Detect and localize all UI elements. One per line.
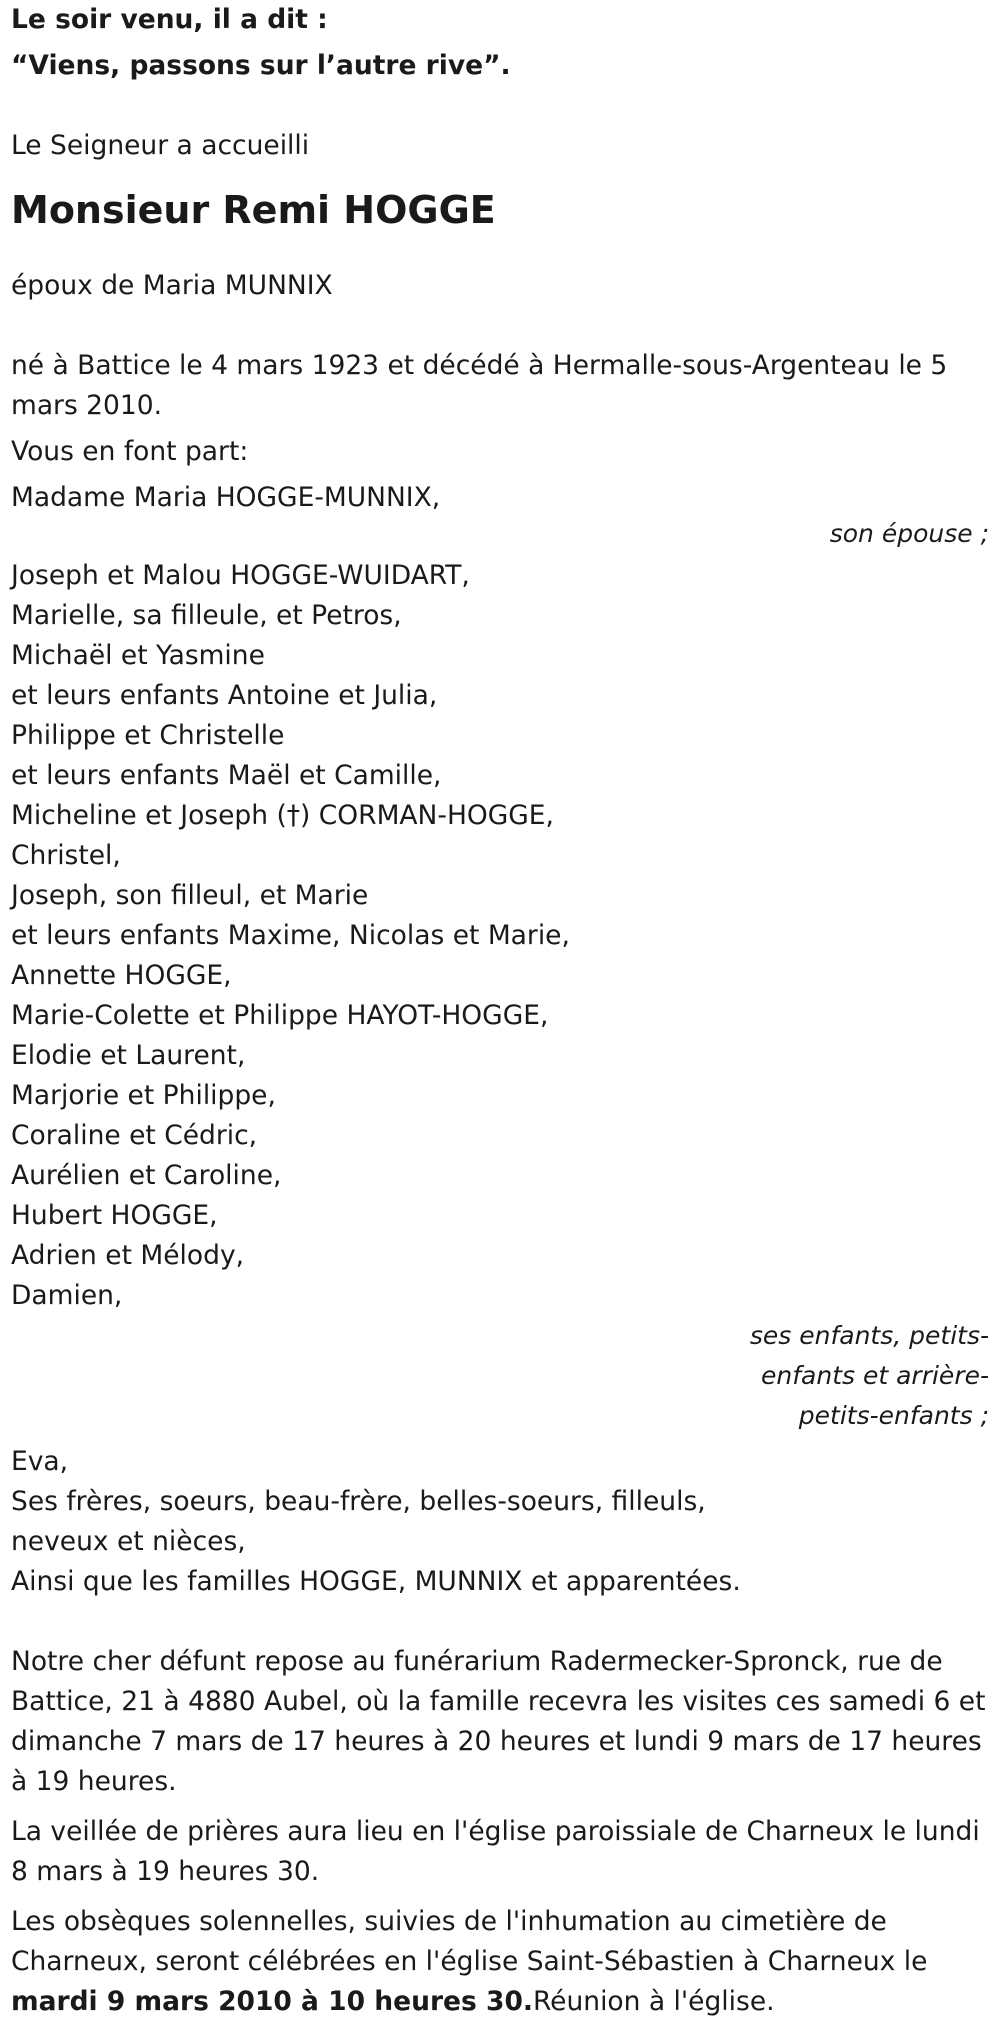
family-member: Marjorie et Philippe, [11,1080,276,1111]
spouse-name: Madame Maria HOGGE-MUNNIX, [11,482,441,513]
epigraph-line-2: “Viens, passons sur l’autre rive”. [11,50,511,81]
other-relative: Ainsi que les familles HOGGE, MUNNIX et apparentées. [11,1566,741,1597]
others-list [11,1442,989,1602]
family-member: Elodie et Laurent, [11,1040,246,1071]
spacer [11,86,989,126]
family-member: Coraline et Cédric, [11,1120,258,1151]
family-member: Aurélien et Caroline, [11,1160,282,1191]
announce-text: Vous en font part: [11,436,249,467]
family-member: Joseph et Malou HOGGE-WUIDART, [11,560,470,591]
family-member: Christel, [11,840,121,871]
funeral-text [11,1902,989,2022]
family-member: Damien, [11,1280,123,1311]
deceased-name: Monsieur Remi HOGGE [11,188,496,232]
spouse-line: époux de Maria MUNNIX [11,270,333,301]
family-member: et leurs enfants Maël et Camille, [11,760,442,791]
funeral-date: mardi 9 mars 2010 à 10 heures 30. [11,1986,533,2017]
family-member: Philippe et Christelle [11,720,285,751]
visitation-text: Notre cher défunt repose au funérarium Radermecker-Spronck, rue de Battice, 21 à 4880 Aubel, où la famille recevra les visites ces samedi 6 et dimanche 7 mars de 17 heures à 20 heures et lundi 9 mars de 17 heures à 19 heures. [11,1646,986,1797]
family-member: Marie-Colette et Philippe HAYOT-HOGGE, [11,1000,549,1031]
family-member: Marielle, sa filleule, et Petros, [11,600,402,631]
family-member: Annette HOGGE, [11,960,232,991]
other-relative: neveux et nièces, [11,1526,246,1557]
family-list [11,556,989,1316]
funeral-details: Les obsèques solennelles, suivies de l'inhumation au cimetière de Charneux, seront célébrées en l'église Saint-Sébastien à Charneux le [11,1906,928,1977]
family-member: et leurs enfants Antoine et Julia, [11,680,438,711]
birth-death-text: né à Battice le 4 mars 1923 et décédé à Hermalle-sous-Argenteau le 5 mars 2010. [11,350,948,421]
funeral-meeting: Réunion à l'église. [532,1986,775,2017]
family-member: Adrien et Mélody, [11,1240,245,1271]
vigil-text: La veillée de prières aura lieu en l'église paroissiale de Charneux le lundi 8 mars à 19 heures 30. [11,1816,980,1887]
family-member: Hubert HOGGE, [11,1200,218,1231]
family-member: Joseph, son filleul, et Marie [11,880,369,911]
epigraph-line-1: Le soir venu, il a dit : [11,4,328,35]
family-member: Micheline et Joseph (†) CORMAN-HOGGE, [11,800,554,831]
family-member: et leurs enfants Maxime, Nicolas et Marie, [11,920,570,951]
intro-text: Le Seigneur a accueilli [11,130,310,161]
spacer [11,306,989,346]
family-role: ses enfants, petits-enfants et arrière-petits-enfants ; [749,1321,989,1430]
spouse-role: son épouse ; [829,519,989,548]
other-relative: Ses frères, soeurs, beau-frère, belles-soeurs, filleuls, [11,1486,706,1517]
family-member: Michaël et Yasmine [11,640,265,671]
other-relative: Eva, [11,1446,69,1477]
